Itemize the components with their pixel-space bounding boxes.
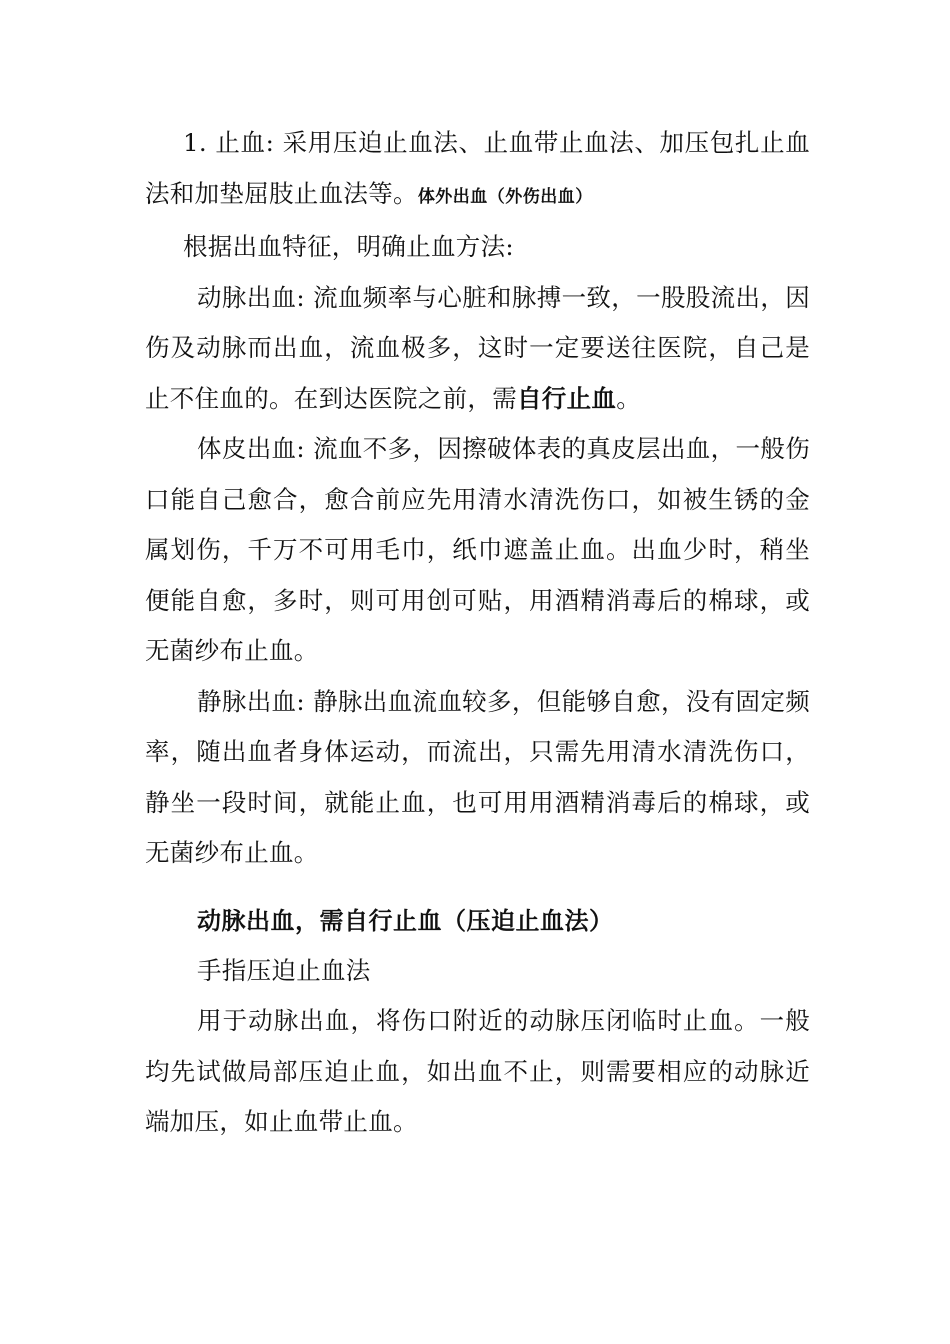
intro-paragraph [145, 118, 810, 222]
document-page [145, 118, 810, 1148]
section-subheading: 手指压迫止血法 [197, 955, 371, 985]
intro-text: 1. 止血: 采用压迫止血法、止血带止血法、加压包扎止血法和加垫屈肢止血法等。 [145, 128, 810, 208]
section-gap [145, 879, 810, 896]
self-hemostasis-emphasis: 自行止血 [517, 383, 617, 413]
lead-paragraph: 根据出血特征，明确止血方法: [183, 232, 514, 261]
section-body-paragraph: 用于动脉出血，将伤口附近的动脉压闭临时止血。一般均先试做局部压迫止血，如出血不止，则需要相应的动脉近端加压，如止血带止血。 [145, 1006, 810, 1136]
arterial-text: 动脉出血: 流血频率与心脏和脉搏一致，一股股流出，因伤及动脉而出血，流血极多，这时一定要送往医院，自己是止不住血的。在到达医院之前，需 [145, 282, 810, 413]
external-bleeding-heading: 体外出血（外伤出血） [417, 186, 593, 207]
venous-bleeding-paragraph: 静脉出血: 静脉出血流血较多，但能够自愈，没有固定频率，随出血者身体运动，而流出，只需先用清水清洗伤口，静坐一段时间，就能止血，也可用用酒精消毒后的棉球，或无菌纱布止血。 [145, 686, 810, 867]
capillary-bleeding-paragraph: 体皮出血: 流血不多，因擦破体表的真皮层出血，一般伤口能自己愈合，愈合前应先用清水清洗伤口，如被生锈的金属划伤，千万不可用毛巾，纸巾遮盖止血。出血少时，稍坐便能自愈，多时，则可用创可贴，用酒精消毒后的棉球，或无菌纱布止血。 [145, 434, 810, 665]
arterial-end: 。 [616, 383, 642, 413]
section-heading: 动脉出血，需自行止血（压迫止血法） [197, 906, 614, 935]
arterial-bleeding-paragraph [145, 273, 810, 425]
